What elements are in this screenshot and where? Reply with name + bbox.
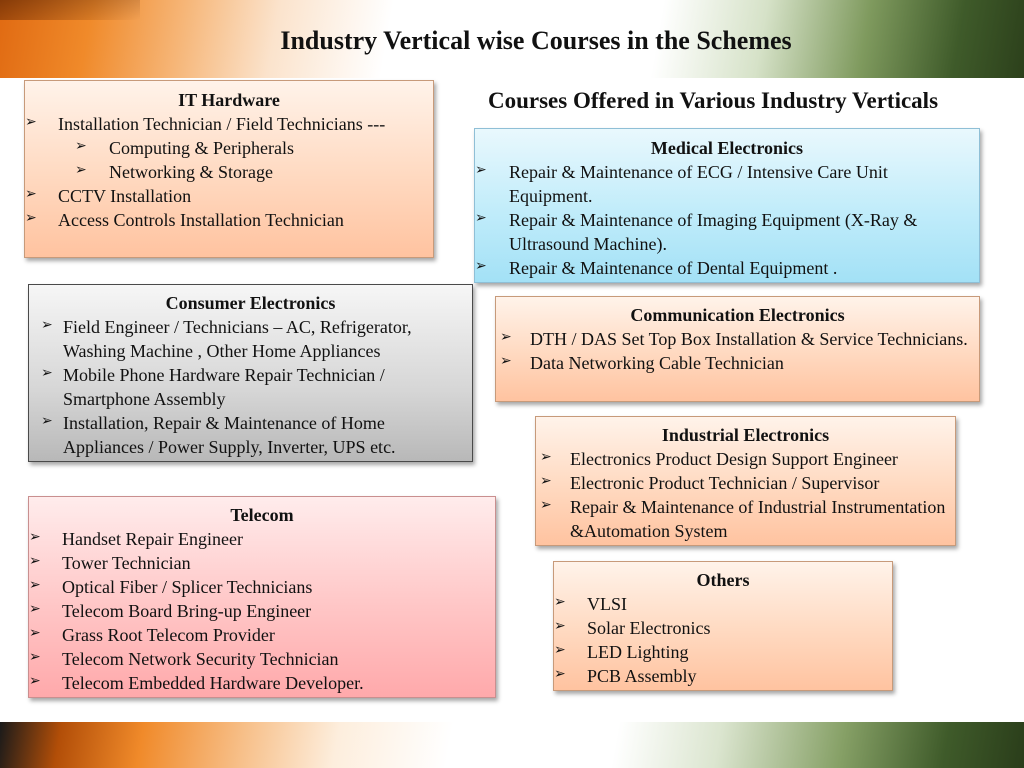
list-item (29, 363, 472, 411)
arrow-bullet-icon: ➢ (500, 330, 512, 345)
list-item-text: CCTV Installation (58, 186, 192, 206)
list-item-text: Telecom Board Bring-up Engineer (62, 601, 312, 621)
list-item-text: Repair & Maintenance of Industrial Instrumentation &Automation System (570, 497, 946, 541)
course-list (29, 527, 495, 695)
course-list (496, 327, 979, 375)
slide-title: Industry Vertical wise Courses in the Schemes (280, 26, 792, 55)
list-item-text: Mobile Phone Hardware Repair Technician / Smartphone Assembly (63, 365, 385, 409)
arrow-bullet-icon: ➢ (554, 643, 566, 658)
list-item (536, 471, 955, 495)
list-item-text: Electronic Product Technician / Supervisor (570, 473, 880, 493)
list-item (29, 599, 495, 623)
list-item-text: Installation Technician / Field Technicians --- (58, 114, 386, 134)
list-item-text: Electronics Product Design Support Engineer (570, 449, 898, 469)
list-item (25, 208, 433, 232)
list-item-text: Access Controls Installation Technician (58, 210, 344, 230)
box-heading: Consumer Electronics (165, 293, 336, 313)
arrow-bullet-icon: ➢ (554, 595, 566, 610)
list-item (29, 647, 495, 671)
list-item (475, 160, 979, 208)
list-item-text: Telecom Network Security Technician (62, 649, 339, 669)
list-item-text: Field Engineer / Technicians – AC, Refrigerator, Washing Machine , Other Home Appliances (63, 317, 412, 361)
arrow-bullet-icon: ➢ (554, 619, 566, 634)
arrow-bullet-icon: ➢ (29, 626, 41, 641)
course-list (536, 447, 955, 543)
list-item (554, 592, 892, 616)
it-hardware-box (24, 80, 434, 258)
list-item-text: Installation, Repair & Maintenance of Home Appliances / Power Supply, Inverter, UPS etc. (63, 413, 396, 457)
list-item-text: Grass Root Telecom Provider (62, 625, 275, 645)
list-item-text: Computing & Peripherals (109, 138, 294, 158)
arrow-bullet-icon: ➢ (75, 163, 87, 178)
list-item (554, 664, 892, 688)
box-heading: Communication Electronics (630, 305, 845, 325)
arrow-bullet-icon: ➢ (25, 211, 37, 226)
arrow-bullet-icon: ➢ (29, 674, 41, 689)
list-item (25, 112, 433, 136)
list-item (29, 623, 495, 647)
list-item-text: LED Lighting (587, 642, 689, 662)
list-item (29, 551, 495, 575)
list-item (29, 575, 495, 599)
list-item (25, 184, 433, 208)
arrow-bullet-icon: ➢ (29, 650, 41, 665)
list-item (536, 447, 955, 471)
others-box (553, 561, 893, 691)
arrow-bullet-icon: ➢ (540, 498, 552, 513)
list-item-text: Repair & Maintenance of Dental Equipment . (509, 258, 838, 278)
list-item (536, 495, 955, 543)
arrow-bullet-icon: ➢ (41, 414, 53, 429)
box-heading: Medical Electronics (650, 138, 804, 158)
arrow-bullet-icon: ➢ (29, 602, 41, 617)
arrow-bullet-icon: ➢ (75, 139, 87, 154)
box-heading: Telecom (230, 505, 294, 525)
telecom-box (28, 496, 496, 698)
list-item-text: Repair & Maintenance of ECG / Intensive Care Unit Equipment. (509, 162, 888, 206)
box-heading: Industrial Electronics (661, 425, 830, 445)
list-item-text: Data Networking Cable Technician (530, 353, 784, 373)
list-item-text: DTH / DAS Set Top Box Installation & Service Technicians. (530, 329, 968, 349)
list-item-text: Networking & Storage (109, 162, 273, 182)
list-item (25, 160, 433, 184)
course-list (554, 592, 892, 688)
list-item (475, 208, 979, 256)
list-item (496, 327, 979, 351)
course-list (29, 315, 472, 459)
list-item-text: Handset Repair Engineer (62, 529, 243, 549)
list-item (29, 411, 472, 459)
box-heading: Others (696, 570, 750, 590)
list-item (554, 640, 892, 664)
medical-electronics-box (474, 128, 980, 283)
industrial-electronics-box (535, 416, 956, 546)
list-item-text: VLSI (587, 594, 627, 614)
list-item (496, 351, 979, 375)
list-item (25, 136, 433, 160)
arrow-bullet-icon: ➢ (25, 115, 37, 130)
arrow-bullet-icon: ➢ (500, 354, 512, 369)
arrow-bullet-icon: ➢ (540, 474, 552, 489)
course-list (25, 112, 433, 232)
arrow-bullet-icon: ➢ (554, 667, 566, 682)
arrow-bullet-icon: ➢ (475, 211, 487, 226)
list-item (554, 616, 892, 640)
list-item-text: Optical Fiber / Splicer Technicians (62, 577, 313, 597)
arrow-bullet-icon: ➢ (41, 366, 53, 381)
bottom-tricolor-band (0, 722, 1024, 768)
list-item-text: Telecom Embedded Hardware Developer. (62, 673, 364, 693)
list-item (29, 315, 472, 363)
list-item (29, 527, 495, 551)
communication-electronics-box (495, 296, 980, 402)
arrow-bullet-icon: ➢ (475, 259, 487, 274)
list-item-text: Solar Electronics (587, 618, 711, 638)
course-list (475, 160, 979, 280)
arrow-bullet-icon: ➢ (41, 318, 53, 333)
arrow-bullet-icon: ➢ (29, 578, 41, 593)
box-heading: IT Hardware (178, 90, 280, 110)
section-heading: Courses Offered in Various Industry Verticals (488, 88, 939, 113)
list-item (29, 671, 495, 695)
list-item (475, 256, 979, 280)
arrow-bullet-icon: ➢ (475, 163, 487, 178)
arrow-bullet-icon: ➢ (540, 450, 552, 465)
consumer-electronics-box (28, 284, 473, 462)
list-item-text: Repair & Maintenance of Imaging Equipment (X-Ray & Ultrasound Machine). (509, 210, 918, 254)
arrow-bullet-icon: ➢ (29, 530, 41, 545)
list-item-text: Tower Technician (62, 553, 191, 573)
arrow-bullet-icon: ➢ (29, 554, 41, 569)
arrow-bullet-icon: ➢ (25, 187, 37, 202)
list-item-text: PCB Assembly (587, 666, 697, 686)
